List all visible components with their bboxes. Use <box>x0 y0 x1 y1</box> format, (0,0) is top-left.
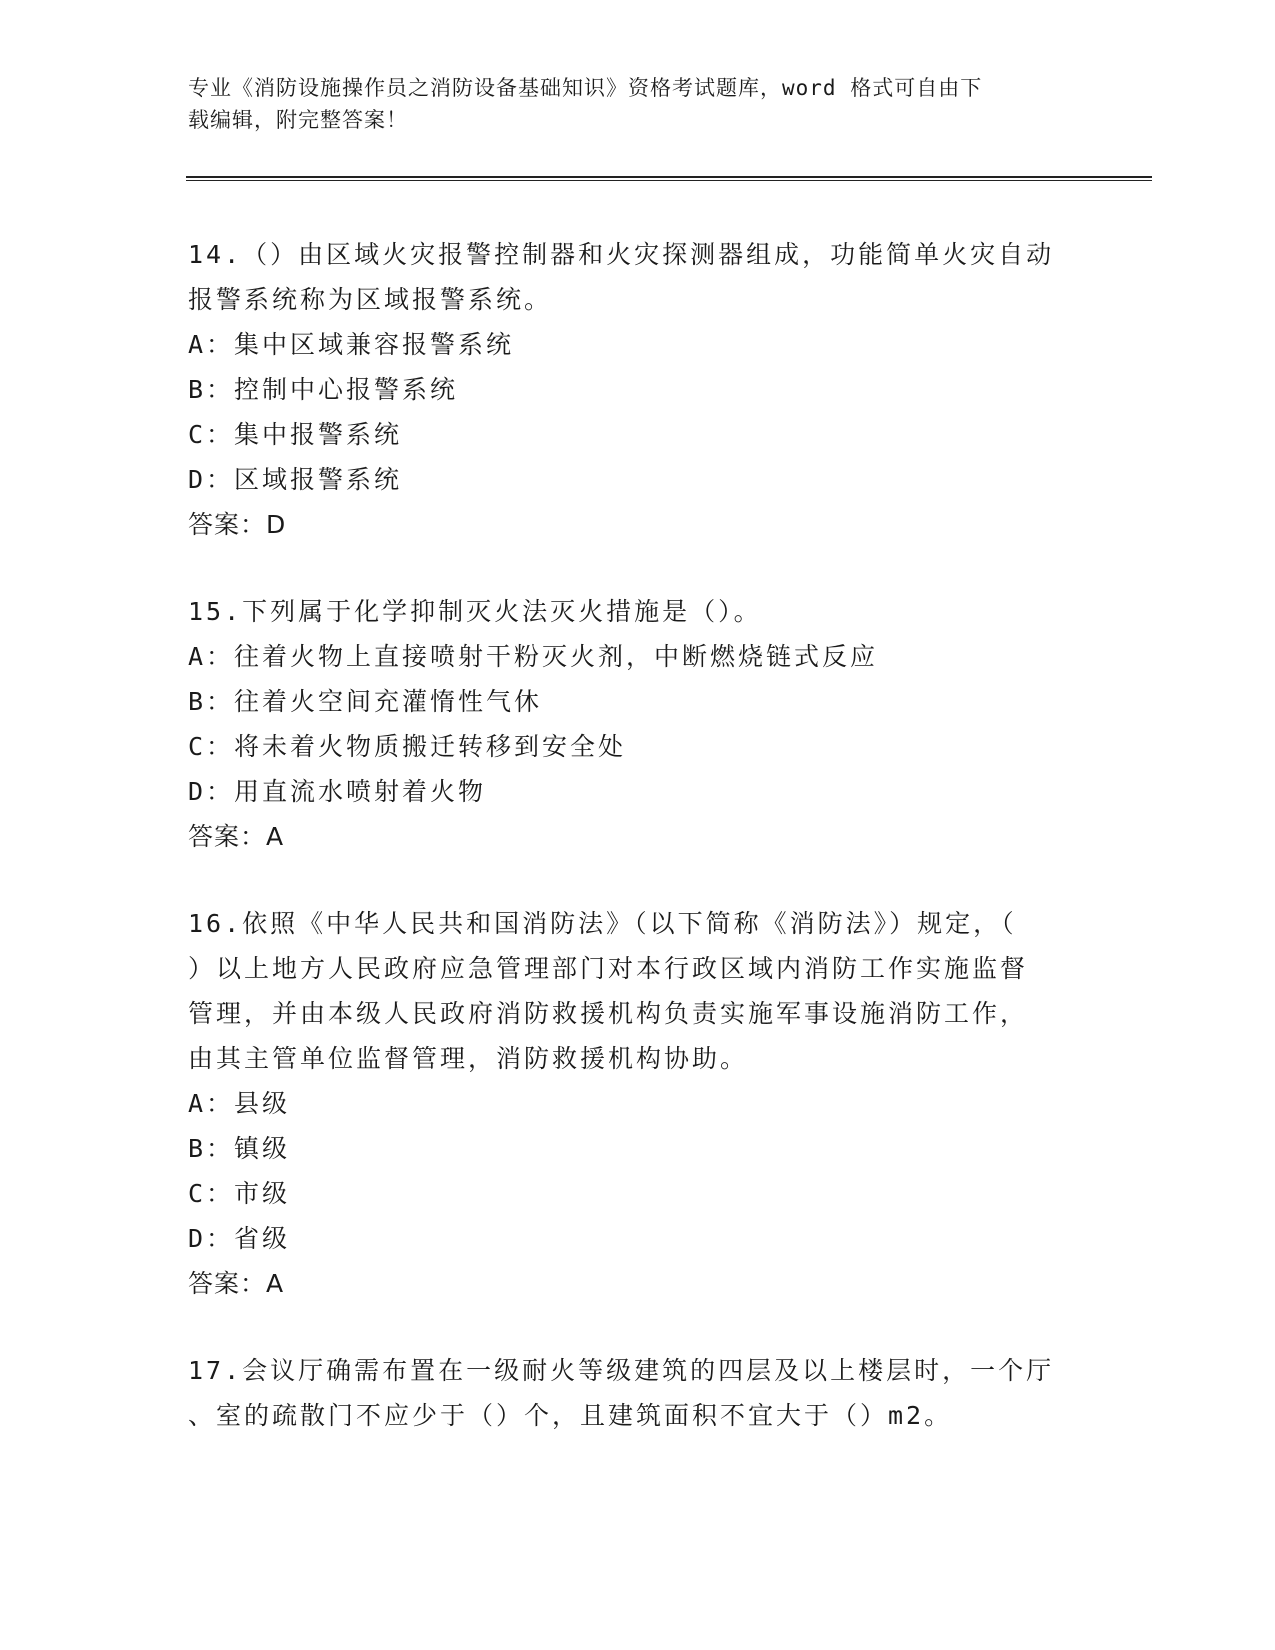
stem-line: 16.依照《中华人民共和国消防法》（以下简称《消防法》）规定，（ <box>188 909 1017 938</box>
option-d: D：用直流水喷射着火物 <box>188 777 487 806</box>
option-a: A：集中区域兼容报警系统 <box>188 330 515 359</box>
stem-line: 、室的疏散门不应少于（）个，且建筑面积不宜大于（）m2。 <box>188 1401 953 1430</box>
question-16 <box>188 901 1088 1306</box>
question-stem <box>188 232 1088 322</box>
answer: 答案：A <box>188 1269 285 1298</box>
option-b: B：镇级 <box>188 1134 291 1163</box>
stem-line: 由其主管单位监督管理，消防救援机构协助。 <box>188 1044 749 1073</box>
question-stem <box>188 1348 1088 1438</box>
document-header <box>188 72 1088 136</box>
question-17 <box>188 1348 1088 1438</box>
stem-line: 17.会议厅确需布置在一级耐火等级建筑的四层及以上楼层时，一个厅 <box>188 1356 1055 1385</box>
stem-line: 管理，并由本级人民政府消防救援机构负责实施军事设施消防工作， <box>188 999 1029 1028</box>
question-stem <box>188 901 1088 1081</box>
option-b: B：控制中心报警系统 <box>188 375 459 404</box>
stem-line: 报警系统称为区域报警系统。 <box>188 285 553 314</box>
answer: 答案：D <box>188 510 287 539</box>
answer: 答案：A <box>188 822 285 851</box>
option-d: D：区域报警系统 <box>188 465 403 494</box>
question-stem <box>188 589 1088 634</box>
stem-line: 15.下列属于化学抑制灭火法灭火措施是（）。 <box>188 597 762 626</box>
question-14 <box>188 232 1088 547</box>
header-line-1: 专业《消防设施操作员之消防设备基础知识》资格考试题库，word 格式可自由下 <box>188 76 983 100</box>
stem-line: ）以上地方人民政府应急管理部门对本行政区域内消防工作实施监督 <box>188 954 1029 983</box>
question-list <box>188 232 1088 1480</box>
stem-line: 14.（）由区域火灾报警控制器和火灾探测器组成，功能简单火灾自动 <box>188 240 1055 269</box>
option-d: D：省级 <box>188 1224 291 1253</box>
option-c: C：集中报警系统 <box>188 420 403 449</box>
option-b: B：往着火空间充灌惰性气休 <box>188 687 543 716</box>
option-a: A：往着火物上直接喷射干粉灭火剂，中断燃烧链式反应 <box>188 642 879 671</box>
option-a: A：县级 <box>188 1089 291 1118</box>
header-divider <box>186 176 1152 181</box>
question-15 <box>188 589 1088 859</box>
option-c: C：将未着火物质搬迁转移到安全处 <box>188 732 627 761</box>
option-c: C：市级 <box>188 1179 291 1208</box>
header-line-2: 载编辑，附完整答案！ <box>188 108 408 132</box>
